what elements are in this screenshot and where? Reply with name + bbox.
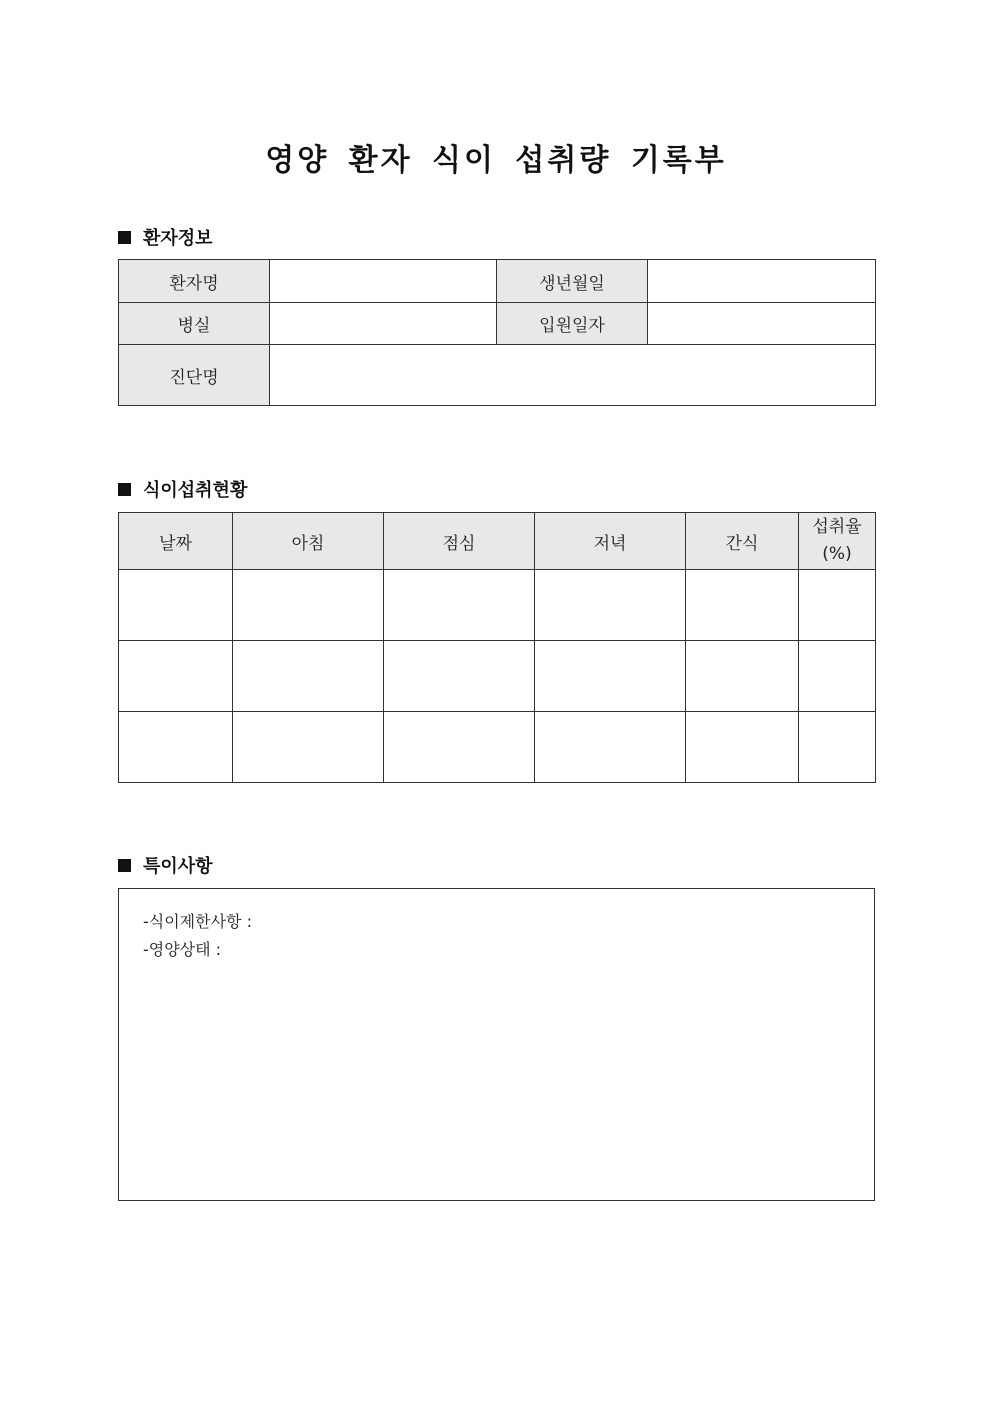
lunch-cell[interactable] — [384, 641, 535, 712]
snack-cell[interactable] — [686, 570, 799, 641]
snack-cell[interactable] — [686, 712, 799, 783]
col-header-intake-rate: 섭취율(%) — [799, 513, 876, 570]
square-bullet-icon — [118, 483, 131, 496]
nutrition-status-line: -영양상태 : — [143, 940, 222, 959]
date-cell[interactable] — [119, 570, 233, 641]
birth-date-field[interactable] — [648, 260, 876, 303]
birth-date-label: 생년월일 — [497, 260, 648, 303]
col-header-breakfast: 아침 — [233, 513, 384, 570]
lunch-cell[interactable] — [384, 570, 535, 641]
date-cell[interactable] — [119, 641, 233, 712]
intake-rate-cell[interactable] — [799, 570, 876, 641]
breakfast-cell[interactable] — [233, 712, 384, 783]
dinner-cell[interactable] — [535, 570, 686, 641]
diagnosis-label: 진단명 — [119, 345, 270, 406]
admission-date-field[interactable] — [648, 303, 876, 345]
breakfast-cell[interactable] — [233, 570, 384, 641]
patient-info-heading — [118, 224, 213, 250]
table-row — [119, 641, 876, 712]
document-title: 영양 환자 식이 섭취량 기록부 — [265, 143, 727, 178]
special-notes-box[interactable] — [118, 888, 875, 1201]
square-bullet-icon — [118, 859, 131, 872]
diagnosis-field[interactable] — [270, 345, 876, 406]
lunch-cell[interactable] — [384, 712, 535, 783]
col-header-date: 날짜 — [119, 513, 233, 570]
intake-table — [118, 512, 876, 783]
intake-rate-cell[interactable] — [799, 641, 876, 712]
table-row — [119, 712, 876, 783]
col-header-dinner: 저녁 — [535, 513, 686, 570]
table-row — [119, 570, 876, 641]
col-header-snack: 간식 — [686, 513, 799, 570]
dinner-cell[interactable] — [535, 712, 686, 783]
snack-cell[interactable] — [686, 641, 799, 712]
square-bullet-icon — [118, 231, 131, 244]
dinner-cell[interactable] — [535, 641, 686, 712]
patient-info-table — [118, 259, 876, 406]
intake-status-heading — [118, 476, 247, 502]
patient-name-field[interactable] — [270, 260, 497, 303]
patient-info-heading-text: 환자정보 — [143, 228, 213, 249]
date-cell[interactable] — [119, 712, 233, 783]
admission-date-label: 입원일자 — [497, 303, 648, 345]
special-notes-heading — [118, 852, 213, 878]
col-header-lunch: 점심 — [384, 513, 535, 570]
patient-name-label: 환자명 — [119, 260, 270, 303]
room-field[interactable] — [270, 303, 497, 345]
special-notes-heading-text: 특이사항 — [143, 856, 213, 877]
breakfast-cell[interactable] — [233, 641, 384, 712]
intake-rate-cell[interactable] — [799, 712, 876, 783]
diet-restriction-line: -식이제한사항 : — [143, 912, 252, 931]
intake-header-row — [119, 513, 876, 570]
room-label: 병실 — [119, 303, 270, 345]
intake-status-heading-text: 식이섭취현황 — [143, 480, 248, 501]
